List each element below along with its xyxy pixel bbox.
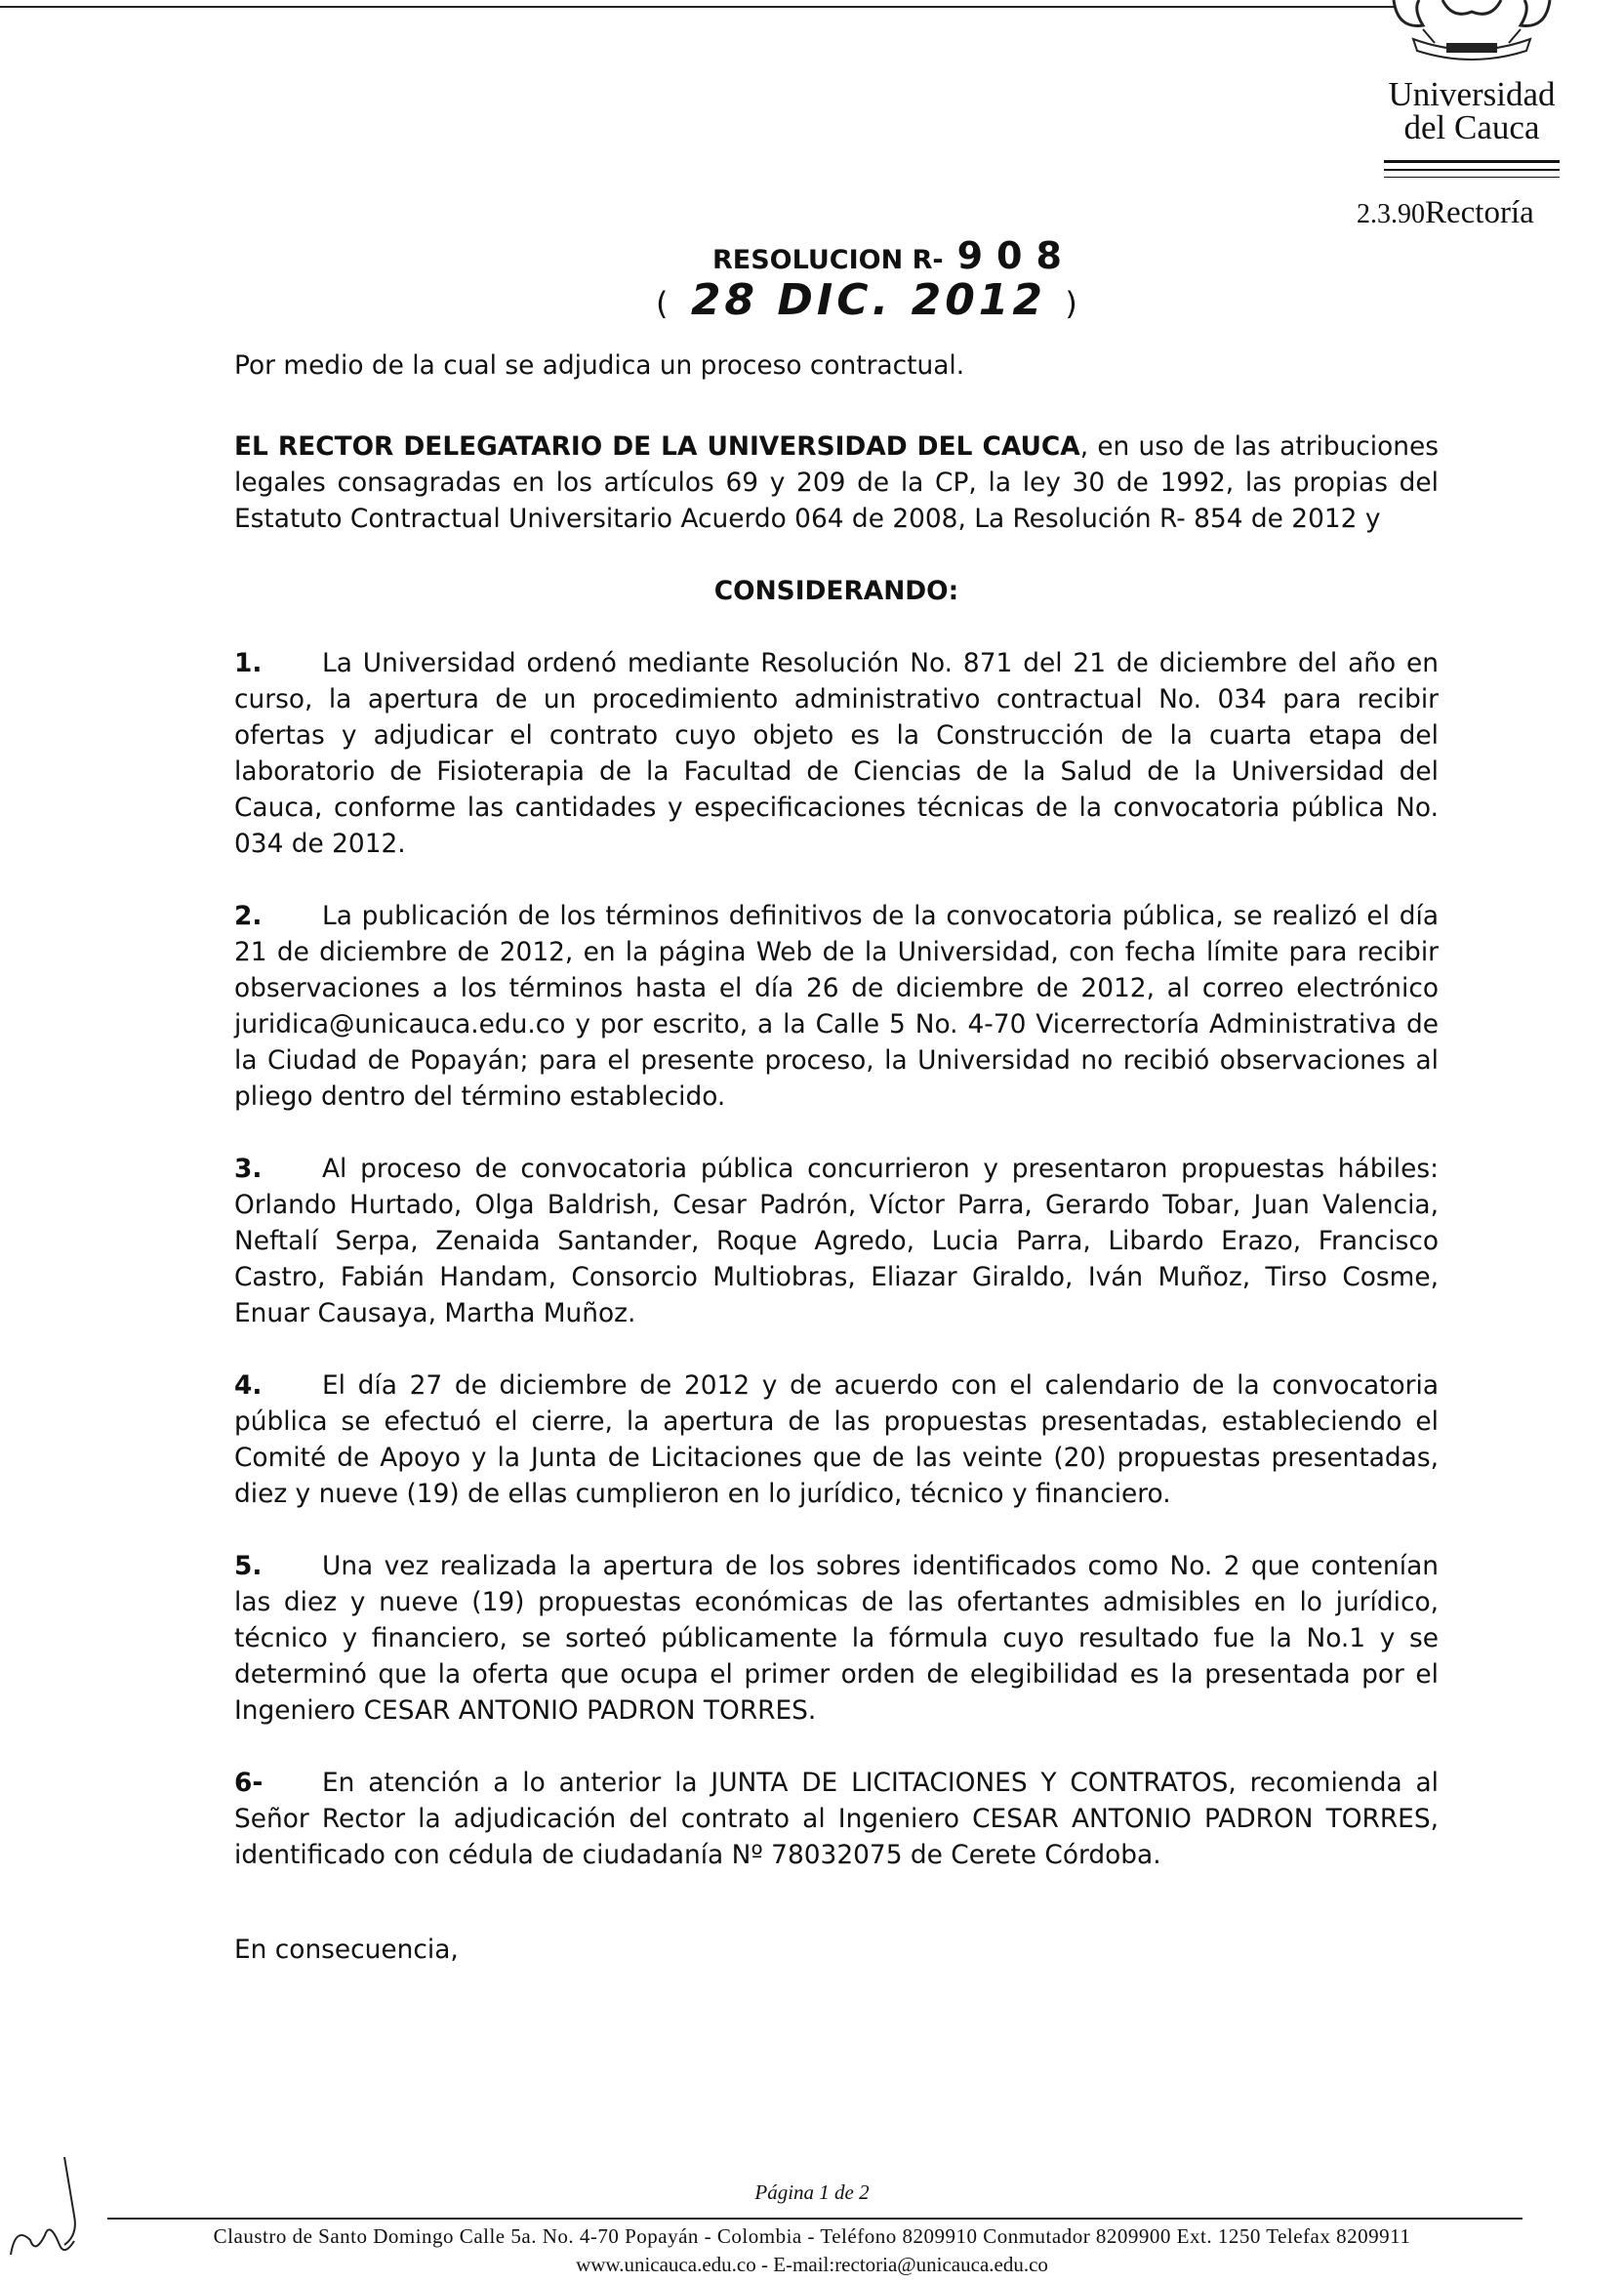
- footer-divider: [107, 2218, 1522, 2220]
- item-text: La Universidad ordenó mediante Resolución No. 871 del 21 de diciembre del año en curso, la apertura de un procedimiento administrativo contractual No. 034 para recibir ofertas y adjudicar el contrato cuyo objeto es la Construcción de la cuarta etapa del laboratorio de Fisioterapia de la Facultad de Ciencias de la Salud de la Universidad del Cauca, conforme las cantidades y especificaciones técnicas de la convocatoria pública No. 034 de 2012.: [234, 648, 1439, 859]
- closing-text: En consecuencia,: [234, 1935, 459, 1965]
- item-number: 6-: [234, 1768, 264, 1798]
- list-item: [234, 1548, 1439, 1729]
- item-text: Al proceso de convocatoria pública concurrieron y presentaron propuestas hábiles: Orlando Hurtado, Olga Baldrish, Cesar Padrón, Víctor Parra, Gerardo Tobar, Juan Valencia, Neftalí Serpa, Zenaida Santander, Roque Agredo, Lucia Parra, Libardo Erazo, Francisco Castro, Fabián Handam, Consorcio Multiobras, Eliazar Giraldo, Iván Muñoz, Tirso Cosme, Enuar Causaya, Martha Muñoz.: [234, 1154, 1439, 1328]
- item-number: 1.: [234, 648, 263, 678]
- university-name-line1: Universidad: [1388, 75, 1556, 113]
- university-name: [1374, 75, 1569, 146]
- item-number: 3.: [234, 1154, 263, 1184]
- date-open-paren: (: [656, 285, 672, 322]
- list-item: [234, 1765, 1439, 1873]
- considering-heading: CONSIDERANDO:: [713, 576, 959, 606]
- item-number: 4.: [234, 1370, 263, 1401]
- resolution-number: 908: [956, 234, 1076, 277]
- list-item: [234, 898, 1439, 1115]
- footer-web-contact: www.unicauca.edu.co - E-mail:rectoria@unicauca.edu.co: [576, 2253, 1048, 2276]
- resolution-title: [712, 234, 1076, 277]
- preamble: [234, 428, 1439, 537]
- resolution-label: RESOLUCION R-: [712, 245, 944, 275]
- reference-number: 2.3.90: [1357, 199, 1425, 229]
- document-body: [234, 347, 1439, 1968]
- item-text: En atención a lo anterior la JUNTA DE LICITACIONES Y CONTRATOS, recomienda al Señor Rector la adjudicación del contrato al Ingeniero CESAR ANTONIO PADRON TORRES, identificado con cédula de ciudadanía Nº 78032075 de Cerete Córdoba.: [234, 1768, 1439, 1870]
- item-number: 2.: [234, 901, 263, 931]
- item-number: 5.: [234, 1551, 263, 1581]
- list-item: [234, 645, 1439, 862]
- date-close-paren: ): [1065, 285, 1081, 322]
- item-text: La publicación de los términos definitivos de la convocatoria pública, se realizó el día 21 de diciembre de 2012, en la página Web de la Universidad, con fecha límite para recibir observaciones a los términos hasta el día 26 de diciembre de 2012, al correo electrónico juridica@unicauca.edu.co y por escrito, a la Calle 5 No. 4-70 Vicerrectoría Administrativa de la Ciudad de Popayán; para el presente proceso, la Universidad no recibió observaciones al pliego dentro del término establecido.: [234, 901, 1439, 1112]
- letterhead-rules: [1384, 160, 1560, 183]
- resolution-subject: Por medio de la cual se adjudica un proceso contractual.: [234, 350, 965, 381]
- list-item: [234, 1151, 1439, 1331]
- footer-address: Claustro de Santo Domingo Calle 5a. No. 4-70 Popayán - Colombia - Teléfono 8209910 Conmutador 8209900 Ext. 1250 Telefax 8209911: [213, 2224, 1411, 2248]
- item-text: El día 27 de diciembre de 2012 y de acuerdo con el calendario de la convocatoria pública se efectuó el cierre, la apertura de las propuestas presentadas, estableciendo el Comité de Apoyo y la Junta de Licitaciones que de las veinte (20) propuestas presentadas, diez y nueve (19) de ellas cumplieron en lo jurídico, técnico y financiero.: [234, 1370, 1439, 1509]
- university-name-line2: del Cauca: [1403, 108, 1540, 146]
- top-border-line: [0, 6, 1396, 8]
- reference-office: Rectoría: [1425, 195, 1534, 230]
- university-seal-icon: [1384, 0, 1560, 68]
- item-text: Una vez realizada la apertura de los sobres identificados como No. 2 que contenían las diez y nueve (19) propuestas económicas de las ofertantes admisibles en lo jurídico, técnico y financiero, se sorteó públicamente la fórmula cuyo resultado fue la No.1 y se determinó que la oferta que ocupa el primer orden de elegibilidad es la presentada por el Ingeniero CESAR ANTONIO PADRON TORRES.: [234, 1551, 1439, 1726]
- page-number: Página 1 de 2: [754, 2180, 870, 2204]
- list-item: [234, 1367, 1439, 1512]
- resolution-date: 28 DIC. 2012: [690, 275, 1047, 325]
- reference-code: [1357, 195, 1534, 231]
- preamble-text: , en uso de las atribuciones legales consagradas en los artículos 69 y 209 de la CP, la ley 30 de 1992, las propias del Estatuto Contractual Universitario Acuerdo 064 de 2008, La Resolución R- 854 de 2012 y: [234, 431, 1439, 534]
- preamble-authority: EL RECTOR DELEGATARIO DE LA UNIVERSIDAD DEL CAUCA: [234, 431, 1080, 462]
- resolution-date-stamp: [656, 275, 1081, 325]
